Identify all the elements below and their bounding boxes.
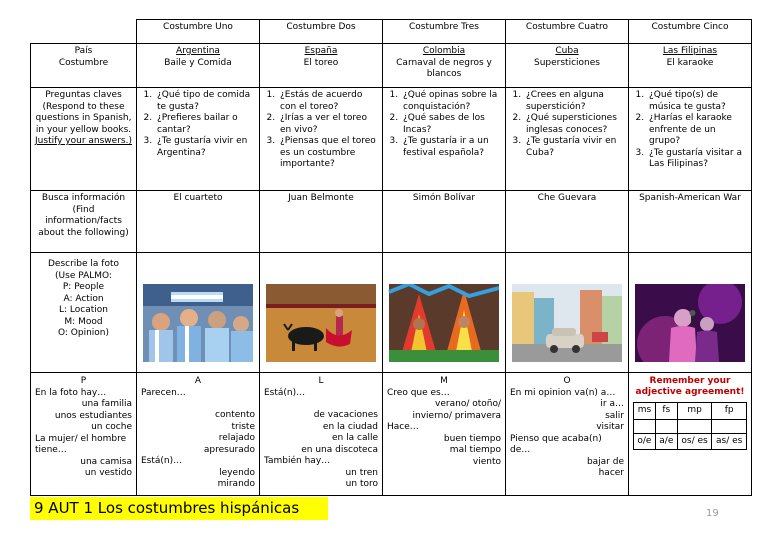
adj-ending: os/ es: [677, 433, 712, 450]
adjective-row: [634, 433, 747, 450]
country-name: Las Filipinas: [662, 46, 718, 56]
palmo-o-line: de…: [510, 445, 531, 455]
adj-header: mp: [677, 403, 712, 420]
question: 3. ¿Te gustaría ir a un festival española?: [401, 136, 502, 159]
custom-name: Supersticiones: [534, 57, 600, 68]
preguntas-cell-3: [383, 88, 506, 191]
question: 1. ¿Qué tipo de comida te gusta?: [155, 90, 256, 113]
foto-label-line: Describe la foto: [47, 259, 119, 269]
adj-ending: o/e: [634, 433, 656, 450]
adjective-row: [634, 403, 747, 420]
palmo-l-line: Está(n)…: [264, 387, 306, 398]
busca-cell-2: Juan Belmonte: [260, 191, 383, 253]
palmo-m-cell: [383, 373, 506, 496]
palmo-l-line: También hay…: [264, 456, 331, 466]
adjective-table: [633, 402, 747, 450]
question: 1. ¿Qué opinas sobre la conquistación?: [401, 90, 502, 113]
palmo-m-line: buen tiempo: [443, 433, 501, 444]
question-list: [386, 90, 502, 159]
busca-row: [31, 191, 752, 253]
palmo-m-line: viento: [472, 456, 501, 467]
photo-cell-3: [383, 253, 506, 373]
pais-row: [31, 44, 752, 88]
foto-label-line: (Use PALMO:: [55, 270, 112, 281]
palmo-p-line: unos estudiantes: [54, 410, 132, 421]
cuba-street-photo: [510, 284, 624, 362]
foto-row: [31, 253, 752, 373]
palmo-p-cell: [31, 373, 137, 496]
palmo-m-line: Creo que es…: [387, 387, 450, 398]
pais-label-line1: País: [74, 46, 93, 56]
palmo-m-line: verano/ otoño/: [435, 399, 501, 409]
palmo-p-list: [35, 388, 132, 480]
busca-cell-1: El cuarteto: [137, 191, 260, 253]
foto-label-line: M: Mood: [64, 316, 103, 327]
question: 1. ¿Qué tipo(s) de música te gusta?: [647, 90, 748, 113]
palmo-l-line: en una discoteca: [301, 444, 378, 455]
custom-name: El toreo: [303, 57, 339, 68]
question: 1. ¿Estás de acuerdo con el toreo?: [278, 90, 379, 113]
palmo-letter-o: O: [563, 376, 571, 386]
palmo-letter-a: A: [194, 376, 202, 386]
palmo-p-line: una camisa: [80, 456, 132, 467]
question: 2. ¿Harías el karaoke enfrente de un grupo?: [647, 113, 748, 148]
palmo-a-line: apresurado: [203, 444, 255, 455]
busca-cell-3: Simón Bolívar: [383, 191, 506, 253]
header-costumbre-uno: Costumbre Uno: [137, 20, 260, 44]
karaoke-photo: [633, 284, 747, 362]
palmo-letter-l: L: [318, 376, 324, 386]
palmo-o-list: [510, 388, 624, 480]
bullfight-photo: [264, 284, 378, 362]
custom-name: Carnaval de negros y blancos: [396, 57, 492, 79]
preguntas-cell-1: [137, 88, 260, 191]
palmo-l-line: un tren: [345, 467, 378, 478]
palmo-o-line: Pienso que acaba(n): [510, 433, 602, 444]
palmo-p-line: un vestido: [84, 468, 132, 478]
question: 2. ¿Irías a ver el toreo en vivo?: [278, 113, 379, 136]
pais-label: [31, 44, 137, 88]
palmo-l-line: un toro: [345, 479, 378, 489]
palmo-l-line: en la calle: [332, 433, 378, 443]
photo-cell-2: [260, 253, 383, 373]
palmo-o-line: hacer: [598, 468, 624, 478]
palmo-m-line: Hace…: [387, 422, 419, 432]
palmo-m-list: [387, 388, 501, 469]
preguntas-label-justify: Justify your answers.): [35, 136, 132, 146]
header-row: [31, 20, 752, 44]
question-list: [632, 90, 748, 171]
palmo-l-list: [264, 388, 378, 491]
preguntas-cell-2: [260, 88, 383, 191]
customs-table: [30, 19, 752, 496]
foto-label-line: A: Action: [63, 293, 104, 304]
palmo-l-line: en la ciudad: [322, 421, 378, 432]
palmo-o-line: ir a…: [600, 399, 624, 409]
adj-ending: as/ es: [712, 433, 747, 450]
adj-ending: a/e: [655, 433, 677, 450]
palmo-o-line: En mi opinion va(n) a…: [510, 387, 616, 398]
pais-cell-5: [629, 44, 752, 88]
palmo-letter-p: P: [80, 376, 87, 386]
foto-label-line: P: People: [62, 282, 105, 292]
pais-cell-4: [506, 44, 629, 88]
palmo-l-cell: [260, 373, 383, 496]
pais-label-line2: Costumbre: [58, 57, 109, 68]
worksheet-title: 9 AUT 1 Los costumbres hispánicas: [30, 497, 328, 520]
palmo-o-line: bajar de: [586, 456, 624, 467]
palmo-o-cell: [506, 373, 629, 496]
adj-header: fs: [655, 403, 677, 420]
busca-label: Busca información (Find information/facts about the following): [31, 191, 137, 253]
foto-label: [31, 253, 137, 373]
palmo-a-list: [141, 388, 255, 491]
page-number: 19: [706, 508, 719, 519]
question-list: [263, 90, 379, 171]
palmo-a-line: contento: [215, 410, 255, 420]
pais-cell-1: [137, 44, 260, 88]
header-costumbre-cinco: Costumbre Cinco: [629, 20, 752, 44]
country-name: Colombia: [422, 46, 466, 56]
custom-name: El karaoke: [666, 57, 714, 68]
question-list: [509, 90, 625, 159]
preguntas-cell-4: [506, 88, 629, 191]
palmo-letter-m: M: [440, 376, 448, 386]
adj-header: ms: [634, 403, 656, 420]
pais-cell-3: [383, 44, 506, 88]
palmo-m-line: mal tiempo: [449, 445, 501, 455]
country-name: Cuba: [555, 46, 579, 56]
palmo-o-line: visitar: [596, 422, 624, 432]
carnaval-photo: [387, 284, 501, 362]
preguntas-row: [31, 88, 752, 191]
palmo-row: [31, 373, 752, 496]
photo-cell-4: [506, 253, 629, 373]
remember-note: Remember your adjective agreement!: [635, 376, 745, 397]
preguntas-label: [31, 88, 137, 191]
country-name: Argentina: [176, 46, 220, 56]
question-list: [140, 90, 256, 159]
foto-label-line: L: Location: [59, 305, 108, 315]
photo-cell-5: [629, 253, 752, 373]
palmo-a-line: triste: [231, 421, 255, 432]
question: 3. ¿Piensas que el toreo es un costumbre importante?: [278, 136, 379, 171]
question: 3. ¿Te gustaría vivir en Argentina?: [155, 136, 256, 159]
palmo-l-line: de vacaciones: [313, 410, 378, 420]
busca-cell-5: Spanish-American War: [629, 191, 752, 253]
question: 2. ¿Qué sabes de los Incas?: [401, 113, 502, 136]
header-costumbre-dos: Costumbre Dos: [260, 20, 383, 44]
palmo-p-line: La mujer/ el hombre tiene…: [35, 433, 127, 455]
header-costumbre-cuatro: Costumbre Cuatro: [506, 20, 629, 44]
question: 2. ¿Prefieres bailar o cantar?: [155, 113, 256, 136]
palmo-a-line: relajado: [218, 433, 255, 443]
argentina-fans-photo: [141, 284, 255, 362]
header-costumbre-tres: Costumbre Tres: [383, 20, 506, 44]
adjective-cell: [629, 373, 752, 496]
palmo-m-line: invierno/ primavera: [412, 410, 501, 421]
palmo-a-line: leyendo: [219, 467, 255, 478]
question: 3. ¿Te gustaría vivir en Cuba?: [524, 136, 625, 159]
foto-label-line: O: Opinion): [57, 328, 110, 338]
preguntas-label-text: Preguntas claves (Respond to these questions in Spanish, in your yellow books.: [35, 90, 132, 135]
palmo-p-line: un coche: [91, 422, 132, 432]
question: 2. ¿Qué supersticiones inglesas conoces?: [524, 113, 625, 136]
adj-header: fp: [712, 403, 747, 420]
palmo-a-cell: [137, 373, 260, 496]
country-name: España: [304, 46, 338, 56]
pais-cell-2: [260, 44, 383, 88]
palmo-p-line: una familia: [81, 399, 132, 409]
palmo-a-line: Está(n)…: [141, 456, 183, 466]
palmo-a-line: Parecen…: [141, 387, 186, 398]
palmo-o-line: salir: [605, 410, 624, 421]
custom-name: Baile y Comida: [164, 57, 232, 68]
question: 3. ¿Te gustaría visitar a Las Filipinas?: [647, 148, 748, 171]
palmo-p-line: En la foto hay…: [35, 387, 107, 398]
palmo-a-line: mirando: [217, 479, 255, 489]
preguntas-cell-5: [629, 88, 752, 191]
busca-cell-4: Che Guevara: [506, 191, 629, 253]
question: 1. ¿Crees en alguna superstición?: [524, 90, 625, 113]
photo-cell-1: [137, 253, 260, 373]
corner-cell: [31, 20, 137, 44]
